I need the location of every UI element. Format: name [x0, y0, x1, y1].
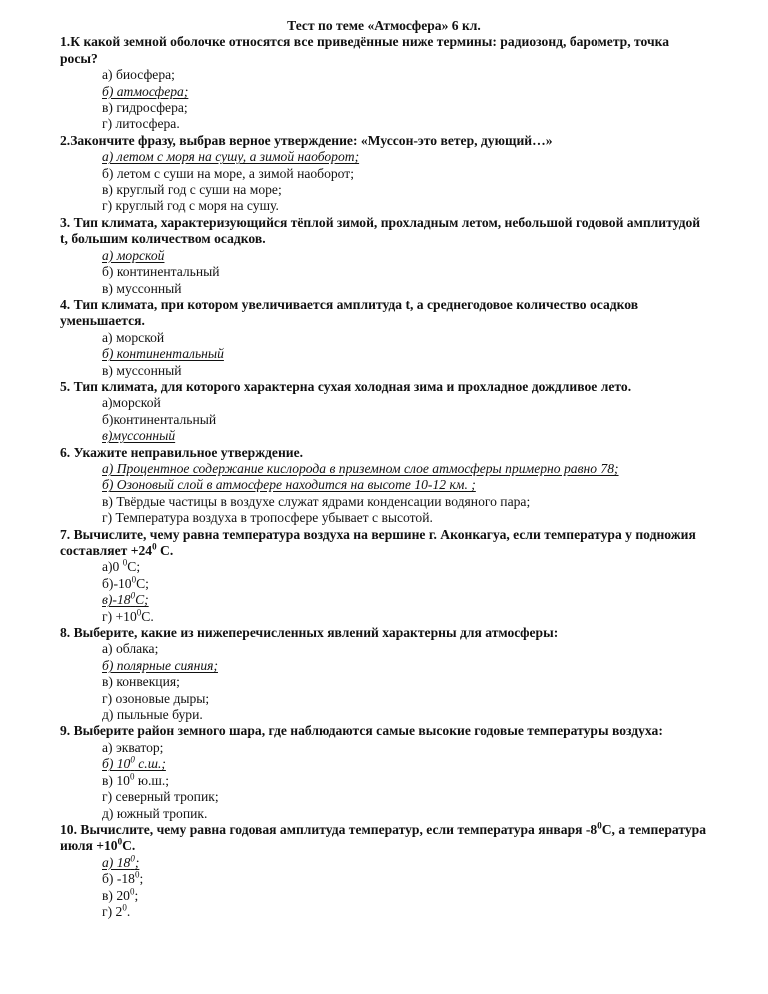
answer-option [102, 67, 708, 83]
answer-option [102, 740, 708, 756]
answer-option-label: в) круглый год с суши на море; [102, 182, 282, 198]
answer-option-label: б) летом с суши на море, а зимой наоборот; [102, 165, 355, 181]
question-text: 1.К какой земной оболочке относятся все приведённые ниже термины: радиозонд, барометр, точка росы? [60, 34, 670, 66]
answer-option-label: а) облака; [102, 641, 159, 657]
question-text: 4. Тип климата, при котором увеличивается амплитуда t, а среднегодовое количество осадков уменьшается. [60, 296, 639, 329]
answer-option [102, 773, 708, 789]
answer-option [102, 806, 708, 822]
answer-option [102, 510, 708, 526]
answer-option-label: а) биосфера; [102, 67, 175, 83]
question-text: 3. Тип климата, характеризующийся тёплой зимой, прохладным летом, небольшой годовой амплитудой t, большим количеством осадков. [60, 214, 701, 247]
answer-option-label: г) Температура воздуха в тропосфере убывает с высотой. [102, 510, 433, 526]
answer-option [102, 412, 708, 428]
question-text: 7. Вычислите, чему равна температура воздуха на вершине г. Аконкагуа, если температура у подножия составляет $+24^0$ С. [60, 526, 696, 558]
answer-option-label: г) северный тропик; [102, 789, 219, 805]
answer-option-label: $б)-10^0С$; [102, 574, 149, 591]
question-block [60, 297, 708, 379]
answer-option-label: б) атмосфера; [102, 83, 189, 99]
answer-option-label: б) полярные сияния; [102, 657, 218, 673]
answer-option-correct [102, 658, 708, 674]
answer-option [102, 674, 708, 690]
answer-option [102, 395, 708, 411]
answer-option-label: г) $2^0$. [102, 902, 131, 919]
answer-option [102, 576, 708, 592]
question-block [60, 527, 708, 625]
question-list [60, 34, 708, 920]
answer-option [102, 904, 708, 920]
answer-option [102, 166, 708, 182]
answer-option [102, 182, 708, 198]
question-text: 5. Тип климата, для которого характерна сухая холодная зима и прохладное дождливое лето. [60, 378, 632, 394]
question-text: 2.Закончите фразу, выбрав верное утверждение: «Муссон-это ветер, дующий…» [60, 132, 553, 148]
answer-option [102, 559, 708, 575]
answer-option [102, 330, 708, 346]
question-block [60, 379, 708, 445]
answer-option-label: в) Твёрдые частицы в воздухе служат ядрами конденсации водяного пара; [102, 493, 531, 509]
answer-option [102, 789, 708, 805]
question-block [60, 822, 708, 920]
question-block [60, 625, 708, 723]
answer-option-label: в) $10^0$ ю.ш.; [102, 771, 170, 788]
answer-option [102, 198, 708, 214]
answer-option-correct [102, 855, 708, 871]
answer-option-correct [102, 84, 708, 100]
answer-option-label: г) озоновые дыры; [102, 690, 210, 706]
question-block [60, 133, 708, 215]
answer-option-correct [102, 149, 708, 165]
answer-option-label: б) континентальный [102, 346, 224, 362]
answer-option-label: в) муссонный [102, 362, 182, 378]
answer-option [102, 281, 708, 297]
answer-option-label: а) $18^0$; [102, 853, 140, 870]
answer-option-label: а) летом с моря на сушу, а зимой наоборот; [102, 149, 360, 165]
question-block [60, 445, 708, 527]
question-text: 8. Выберите, какие из нижеперечисленных явлений характерны для атмосферы: [60, 625, 559, 641]
answer-option [102, 641, 708, 657]
question-block [60, 34, 708, 132]
answer-option-label: г) круглый год с моря на сушу. [102, 198, 279, 214]
answer-option-label: $г) +10^0С$. [102, 607, 154, 624]
document-title: Тест по теме «Атмосфера» 6 кл. [287, 18, 481, 33]
answer-option [102, 264, 708, 280]
answer-option-correct [102, 592, 708, 608]
answer-option-correct [102, 461, 708, 477]
answer-option-label: б) $10^0$ с.ш.; [102, 754, 166, 772]
answer-option-label: б)континентальный [102, 411, 217, 427]
answer-option-correct [102, 248, 708, 264]
answer-option-label: д) южный тропик. [102, 805, 208, 821]
answer-option-label: $в)-18^0С$; [102, 590, 149, 608]
question-text: 10. Вычислите, чему равна годовая амплитуда температур, если температура января $-8^0С$, а температура июля $+10^0С$. [60, 820, 707, 854]
answer-option [102, 494, 708, 510]
answer-option-label: б) Озоновый слой в атмосфере находится на высоте 10-12 км. ; [102, 477, 476, 493]
answer-option-label: а) морской [102, 247, 165, 263]
answer-option-label: в) гидросфера; [102, 100, 188, 116]
answer-option-label: б) континентальный [102, 264, 220, 280]
answer-option [102, 707, 708, 723]
answer-option-label: а)морской [102, 395, 161, 411]
answer-option-label: а) экватор; [102, 739, 164, 755]
answer-option [102, 871, 708, 887]
answer-option-label: б) $-18^0$; [102, 869, 144, 887]
answer-option-label: а) Процентное содержание кислорода в приземном слое атмосферы примерно равно 78; [102, 460, 619, 476]
answer-option [102, 363, 708, 379]
answer-option-label: д) пыльные бури. [102, 707, 203, 723]
question-text: 9. Выберите район земного шара, где наблюдаются самые высокие годовые температуры воздуха: [60, 723, 663, 739]
question-block [60, 723, 708, 821]
answer-option-label: в) муссонный [102, 280, 182, 296]
answer-option-correct [102, 477, 708, 493]
answer-option-correct [102, 428, 708, 444]
answer-option [102, 116, 708, 132]
answer-option-label: в)муссонный [102, 428, 176, 444]
answer-option-correct [102, 346, 708, 362]
answer-option [102, 100, 708, 116]
question-text: 6. Укажите неправильное утверждение. [60, 444, 304, 460]
question-block [60, 215, 708, 297]
answer-option-label: в) $20^0$; [102, 886, 139, 903]
answer-option-label: г) литосфера. [102, 116, 180, 132]
answer-option-label: а) морской [102, 329, 165, 345]
answer-option [102, 609, 708, 625]
answer-option-label: в) конвекция; [102, 674, 180, 690]
answer-option [102, 888, 708, 904]
answer-option-label: а)0 $^0$С; [102, 557, 141, 575]
answer-option-correct [102, 756, 708, 772]
answer-option [102, 691, 708, 707]
